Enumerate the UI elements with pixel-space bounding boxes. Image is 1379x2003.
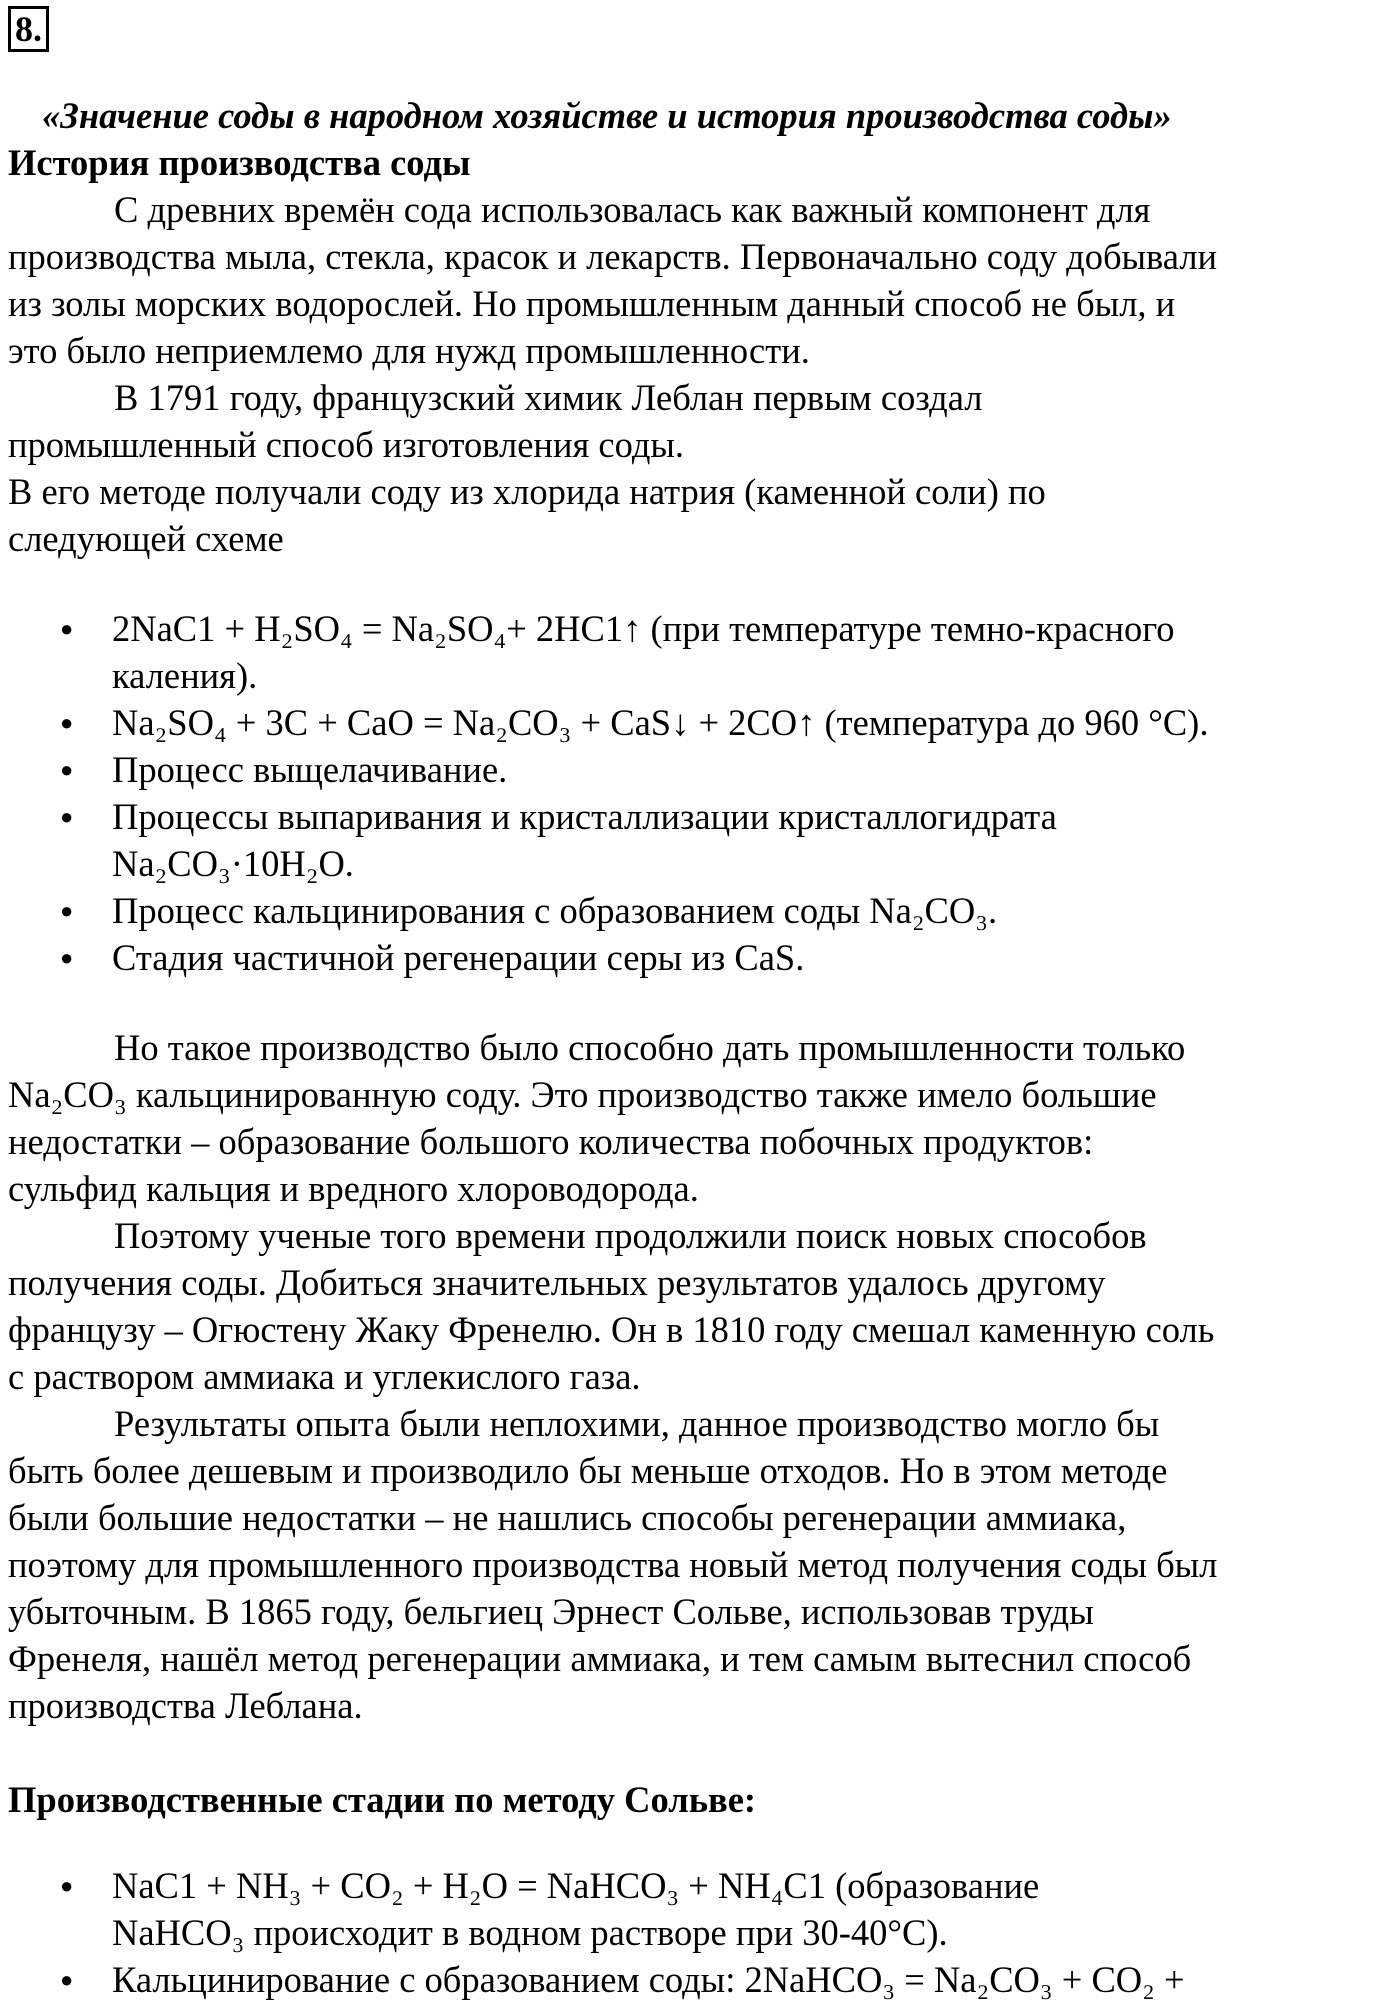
text-line: Результаты опыта были неплохими, данное производство могло бы (114, 1403, 1160, 1444)
list-item-line: NaC1 + NH₃ + CO₂ + H₂O = NaHCO₃ + NH₄C1 (образование (112, 1865, 1040, 1906)
text-line: это было неприемлемо для нужд промышленности. (8, 330, 810, 371)
text-line: Но такое производство было способно дать промышленности только (114, 1027, 1186, 1068)
list-item-line: Процессы выпаривания и кристаллизации кристаллогидрата (112, 796, 1057, 837)
section-heading-history: История производства соды (8, 142, 471, 183)
text-line: производства мыла, стекла, красок и лекарств. Первоначально соду добывали (8, 236, 1218, 277)
topic-title: «Значение соды в народном хозяйстве и история производства соды» (42, 95, 1172, 136)
text-line: сульфид кальция и вредного хлороводорода. (8, 1168, 699, 1209)
paragraph-fresnel (8, 1212, 1378, 1400)
list-item (8, 793, 1378, 887)
text-line: поэтому для промышленного производства новый метод получения соды был (8, 1544, 1218, 1585)
list-item-line: NaHCO₃ происходит в водном растворе при 30-40°C). (112, 1912, 948, 1953)
text-line: получения соды. Добиться значительных результатов удалось другому (8, 1262, 1106, 1303)
text-line: убыточным. В 1865 году, бельгиец Эрнест Сольве, использовав труды (8, 1591, 1094, 1632)
list-item-line: Na₂SO₄ + 3C + CaO = Na₂CO₃ + CaS↓ + 2CO↑ (температура до 960 °C). (112, 702, 1209, 743)
paragraph-intro (8, 186, 1378, 374)
text-line: Френеля, нашёл метод регенерации аммиака, и тем самым вытеснил способ (8, 1638, 1192, 1679)
list-item-line: Кальцинирование с образованием соды: 2NaHCO₃ = Na₂CO₃ + CO₂ + (112, 1959, 1185, 2000)
list-item (8, 887, 1378, 934)
list-item (8, 746, 1378, 793)
text-line: промышленный способ изготовления соды. (8, 424, 685, 465)
list-item (8, 699, 1378, 746)
bullet-icon: ● (60, 945, 74, 970)
leblanc-steps-list (8, 605, 1378, 981)
text-line: с раствором аммиака и углекислого газа. (8, 1356, 641, 1397)
bullet-icon: ● (60, 1873, 74, 1898)
list-item-line: каления). (112, 655, 258, 696)
text-line: следующей схеме (8, 518, 284, 559)
bullet-icon: ● (60, 804, 74, 829)
text-line: из золы морских водорослей. Но промышленным данный способ не был, и (8, 283, 1176, 324)
bullet-icon: ● (60, 898, 74, 923)
text-line: В 1791 году, французский химик Леблан первым создал (114, 377, 983, 418)
solvay-steps-list (8, 1862, 1378, 2003)
task-number: 8. (8, 6, 49, 52)
list-item (8, 1956, 1378, 2003)
bullet-icon: ● (60, 710, 74, 735)
list-item-line: Стадия частичной регенерации серы из CaS. (112, 937, 805, 978)
list-item-line: Процесс выщелачивание. (112, 749, 508, 790)
text-line: В его методе получали соду из хлорида натрия (каменной соли) по (8, 471, 1046, 512)
text-line: недостатки – образование большого количества побочных продуктов: (8, 1121, 1094, 1162)
paragraph-scheme-intro (8, 468, 1378, 562)
text-line: быть более дешевым и производило бы меньше отходов. Но в этом методе (8, 1450, 1168, 1491)
list-item-line: Процесс кальцинирования с образованием соды Na₂CO₃. (112, 890, 998, 931)
text-line: Na₂CO₃ кальцинированную соду. Это производство также имело большие (8, 1074, 1157, 1115)
text-line: Поэтому ученые того времени продолжили поиск новых способов (114, 1215, 1147, 1256)
list-item-line: 2NaC1 + H₂SO₄ = Na₂SO₄+ 2HC1↑ (при температуре темно-красного (112, 608, 1175, 649)
text-line: С древних времён сода использовалась как важный компонент для (114, 189, 1151, 230)
paragraph-solvay (8, 1400, 1378, 1729)
bullet-icon: ● (60, 1967, 74, 1992)
text-line: были большие недостатки – не нашлись способы регенерации аммиака, (8, 1497, 1127, 1538)
list-item (8, 934, 1378, 981)
bullet-icon: ● (60, 616, 74, 641)
bullet-icon: ● (60, 757, 74, 782)
paragraph-leblanc (8, 374, 1378, 468)
section-heading-solvay: Производственные стадии по методу Сольве: (8, 1779, 757, 1820)
text-line: производства Леблана. (8, 1685, 363, 1726)
paragraph-drawbacks (8, 1024, 1378, 1212)
list-item (8, 1862, 1378, 1956)
text-line: французу – Огюстену Жаку Френелю. Он в 1810 году смешал каменную соль (8, 1309, 1215, 1350)
list-item (8, 605, 1378, 699)
list-item-line: Na₂CO₃·10H₂O. (112, 843, 354, 884)
